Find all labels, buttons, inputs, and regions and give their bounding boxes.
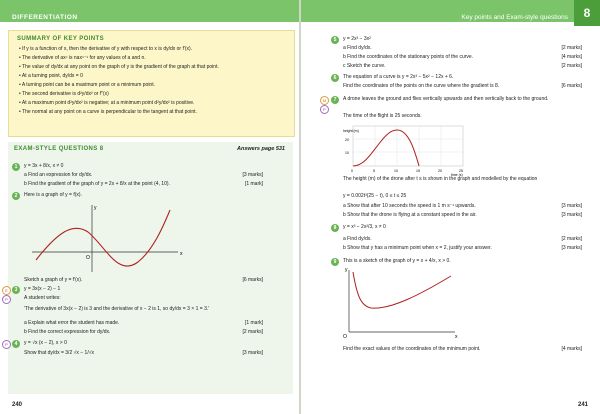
origin-label: O bbox=[343, 334, 347, 340]
q1-part-a: a Find an expression for dy/dx. bbox=[24, 172, 93, 178]
q3-claim: 'The derivative of 3x(x − 2) is 3 and the derivative of x − 2 is 1, so dy/dx = 3 × 1 = 3.' bbox=[24, 306, 210, 312]
question-number: 7 bbox=[331, 96, 339, 104]
q1-stem: y = 3x + 8/x, x ≠ 0 bbox=[24, 163, 64, 169]
q8-b-marks: [3 marks] bbox=[561, 245, 582, 251]
y-axis-label: y bbox=[345, 267, 348, 273]
exam-skill-tag-e: E bbox=[2, 286, 11, 295]
curve-y bbox=[353, 272, 451, 308]
summary-point: • The normal at any point on a curve is perpendicular to the tangent at that point. bbox=[19, 109, 197, 115]
page-number-right: 241 bbox=[577, 402, 588, 408]
q8-a-marks: [2 marks] bbox=[561, 236, 582, 242]
summary-point: • At a maximum point d²y/dx² is negative; at a minimum point d²y/dx² is positive. bbox=[19, 100, 195, 106]
q6-part: Find the coordinates of the points on the curve where the gradient is 8. bbox=[343, 83, 500, 89]
q8-part-a: a Find dy/dx. bbox=[343, 236, 372, 242]
section-title: Key points and Exam-style questions bbox=[461, 14, 568, 21]
q4-stem: y = √x (x − 2), x > 0 bbox=[24, 340, 67, 346]
graph-grid-frame bbox=[353, 126, 463, 166]
origin-label: O bbox=[86, 255, 90, 261]
q5-part-a: a Find dy/dx. bbox=[343, 45, 372, 51]
x-axis-label: time (s) bbox=[451, 173, 463, 177]
q7-description: The height (m) of the drone after t s is shown in the graph and modelled by the equation bbox=[343, 176, 538, 182]
summary-point: • At a turning point, dy/dx = 0 bbox=[19, 73, 83, 79]
question-number: 4 bbox=[12, 340, 20, 348]
question-number: 5 bbox=[331, 36, 339, 44]
q8-part-b: b Show that y has a minimum point when x = 2, justify your answer. bbox=[343, 245, 492, 251]
q3-part-a: a Explain what error the student has made. bbox=[24, 320, 120, 326]
x-tick: 15 bbox=[416, 169, 420, 173]
q7-stem: A drone leaves the ground and flies vertically upwards and then vertically back to the ground. bbox=[343, 96, 549, 102]
x-tick: 10 bbox=[394, 169, 398, 173]
question-number: 1 bbox=[12, 163, 20, 171]
q5-a-marks: [2 marks] bbox=[561, 45, 582, 51]
q7-a-marks: [3 marks] bbox=[561, 203, 582, 209]
q2-stem: Here is a graph of y = f(x). bbox=[24, 192, 82, 198]
q3-prompt: A student writes: bbox=[24, 295, 61, 301]
page-number-left: 240 bbox=[12, 402, 23, 408]
x-tick: 25 bbox=[459, 169, 463, 173]
x-tick: 0 bbox=[351, 169, 353, 173]
curve-f bbox=[36, 210, 170, 266]
q1-b-marks: [1 mark] bbox=[244, 181, 263, 187]
q2-marks: [6 marks] bbox=[242, 277, 263, 283]
x-axis-label: x bbox=[455, 334, 458, 340]
y-axis-label: height (m) bbox=[343, 129, 359, 133]
q7-part-a: a Show that after 10 seconds the speed is 1 m s⁻¹ upwards. bbox=[343, 203, 476, 209]
x-tick: 5 bbox=[373, 169, 375, 173]
q2-graph bbox=[28, 202, 188, 274]
question-number: 6 bbox=[331, 74, 339, 82]
q6-stem: The equation of a curve is y = 2x³ − 5x² − 12x + 6. bbox=[343, 74, 454, 80]
summary-point: • The value of dy/dx at any point on the graph of y is the gradient of the graph at that point. bbox=[19, 64, 219, 70]
y-tick: 20 bbox=[345, 138, 349, 142]
question-number: 2 bbox=[12, 192, 20, 200]
q3-part-b: b Find the correct expression for dy/dx. bbox=[24, 329, 111, 335]
q8-stem: y = x³ − 2x²/3, x ≠ 0 bbox=[343, 224, 386, 230]
exam-skill-tag-m: M bbox=[320, 96, 329, 105]
q4-show: Show that dy/dx = 3/2 √x − 1/√x bbox=[24, 350, 94, 356]
chapter-number-badge: 8 bbox=[574, 0, 600, 26]
q9-part: Find the exact values of the coordinates of the minimum point. bbox=[343, 346, 481, 352]
q1-a-marks: [3 marks] bbox=[242, 172, 263, 178]
q3-stem: y = 3x(x − 2) − 1 bbox=[24, 286, 61, 292]
summary-point: • The derivative of axⁿ is naxⁿ⁻¹ for any values of a and n. bbox=[19, 55, 146, 61]
q9-graph bbox=[341, 266, 461, 340]
q3-a-marks: [1 mark] bbox=[244, 320, 263, 326]
q5-stem: y = 2x³ − 3x² bbox=[343, 36, 371, 42]
x-tick: 20 bbox=[438, 169, 442, 173]
right-page bbox=[301, 0, 600, 414]
summary-point: • A turning point can be a maximum point or a minimum point. bbox=[19, 82, 155, 88]
q7-b-marks: [3 marks] bbox=[561, 212, 582, 218]
y-axis-label: y bbox=[94, 205, 97, 211]
q5-b-marks: [4 marks] bbox=[561, 54, 582, 60]
question-number: 8 bbox=[331, 224, 339, 232]
answers-reference: Answers page 531 bbox=[237, 146, 285, 152]
x-axis-label: x bbox=[180, 251, 183, 257]
q7-equation: y = 0.002t³(25 − t), 0 ≤ t ≤ 25 bbox=[343, 193, 407, 199]
q5-part-b: b Find the coordinates of the stationary points of the curve. bbox=[343, 54, 474, 60]
q5-part-c: c Sketch the curve. bbox=[343, 63, 386, 69]
y-tick: 10 bbox=[345, 151, 349, 155]
q9-stem: This is a sketch of the graph of y = x + 4/x, x > 0. bbox=[343, 258, 451, 264]
left-page bbox=[0, 0, 299, 414]
summary-point: • The second derivative is d²y/dx² or f″(x) bbox=[19, 91, 109, 97]
exam-skill-tag-p: P bbox=[2, 295, 11, 304]
question-number: 9 bbox=[331, 258, 339, 266]
q7-graph bbox=[341, 122, 481, 178]
q6-marks: [6 marks] bbox=[561, 83, 582, 89]
chapter-title: DIFFERENTIATION bbox=[12, 14, 78, 21]
q3-b-marks: [2 marks] bbox=[242, 329, 263, 335]
q5-c-marks: [2 marks] bbox=[561, 63, 582, 69]
q9-marks: [4 marks] bbox=[561, 346, 582, 352]
q1-part-b: b Find the gradient of the graph of y = 2x + 8/x at the point (4, 10). bbox=[24, 181, 170, 187]
exam-skill-tag-p: P bbox=[2, 340, 11, 349]
q2-sketch-instruction: Sketch a graph of y = f′(x). bbox=[24, 277, 83, 283]
q7-time: The time of the flight is 25 seconds. bbox=[343, 113, 422, 119]
exam-skill-tag-p: P bbox=[320, 105, 329, 114]
q4-marks: [3 marks] bbox=[242, 350, 263, 356]
summary-point: • If y is a function of x, then the derivative of y with respect to x is dy/dx or f′(x). bbox=[19, 46, 193, 52]
exam-title: EXAM-STYLE QUESTIONS 8 bbox=[14, 146, 104, 152]
summary-title: SUMMARY OF KEY POINTS bbox=[17, 36, 104, 42]
exam-questions-box bbox=[5, 142, 293, 394]
question-number: 3 bbox=[12, 286, 20, 294]
q7-part-b: b Show that the drone is flying at a constant speed in the air. bbox=[343, 212, 477, 218]
summary-box bbox=[8, 30, 295, 137]
